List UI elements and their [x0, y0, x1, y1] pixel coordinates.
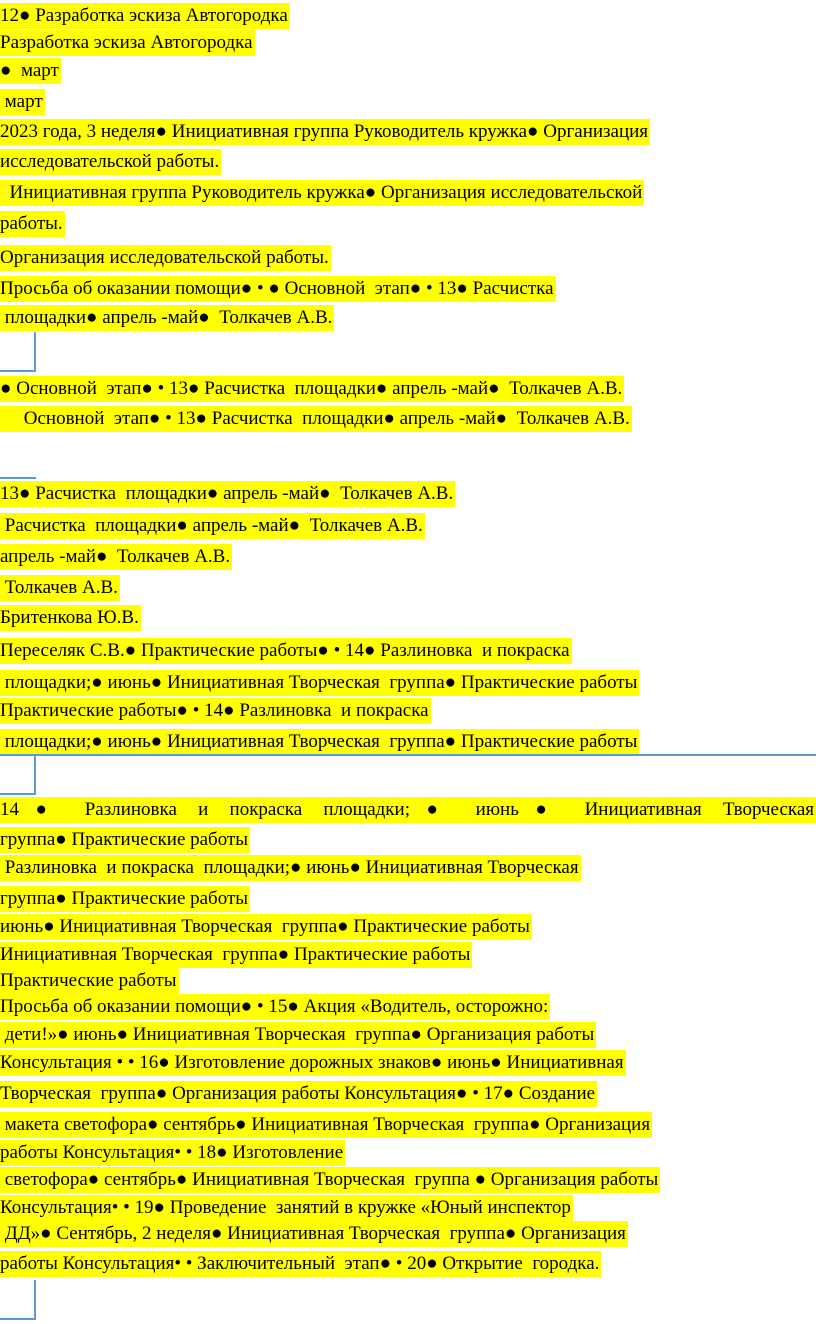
text-line: работы. [0, 211, 65, 237]
text-line: дети!»● июнь● Инициативная Творческая группа● Организация работы [0, 1022, 596, 1048]
text-line: Просьба об оказании помощи● • 15● Акция «Водитель, осторожно: [0, 994, 550, 1020]
text-line: Переселяк С.В.● Практические работы● • 14● Разлиновка и покраска [0, 638, 572, 664]
text-line: исследовательской работы. [0, 149, 221, 175]
text-line: Организация исследовательской работы. [0, 245, 331, 271]
table-border [34, 1280, 36, 1320]
text-line: Просьба об оказании помощи● • ● Основной этап● • 13● Расчистка [0, 276, 556, 302]
text-line: площадки;● июнь● Инициативная Творческая группа● Практические работы [0, 729, 639, 755]
table-border [34, 754, 36, 794]
table-border [34, 332, 36, 372]
text-line: Бритенкова Ю.В. [0, 605, 141, 631]
text-line: группа● Практические работы [0, 886, 250, 912]
text-line: 13● Расчистка площадки● апрель -май● Толкачев А.В. [0, 481, 455, 507]
text-line: светофора● сентябрь● Инициативная Творческая группа ● Организация работы [0, 1167, 660, 1193]
text-line: Консультация• • 19● Проведение занятий в кружке «Юный инспектор [0, 1195, 573, 1221]
text-line: март [0, 89, 45, 115]
table-border [0, 793, 36, 795]
text-line: Инициативная группа Руководитель кружка● Организация исследовательской [0, 180, 644, 206]
text-line: ● Основной этап● • 13● Расчистка площадки● апрель -май● Толкачев А.В. [0, 376, 624, 402]
text-line: июнь● Инициативная Творческая группа● Практические работы [0, 914, 532, 940]
text-line: 14● Разлиновка и покраска площадки;● июнь● Инициативная Творческая [0, 797, 816, 823]
text-line: 2023 года, 3 неделя● Инициативная группа Руководитель кружка● Организация [0, 119, 650, 145]
text-line: группа● Практические работы [0, 827, 250, 853]
text-line: Разработка эскиза Автогородка [0, 30, 255, 56]
text-line: апрель -май● Толкачев А.В. [0, 544, 232, 570]
table-border [0, 754, 816, 756]
text-line: Инициативная Творческая группа● Практические работы [0, 942, 472, 968]
text-line: макета светофора● сентябрь● Инициативная Творческая группа● Организация [0, 1112, 652, 1138]
text-line: Практические работы● • 14● Разлиновка и покраска [0, 698, 431, 724]
text-line: ДД»● Сентябрь, 2 неделя● Инициативная Творческая группа● Организация [0, 1221, 628, 1247]
text-line: площадки;● июнь● Инициативная Творческая группа● Практические работы [0, 670, 639, 696]
text-line: Разлиновка и покраска площадки;● июнь● Инициативная Творческая [0, 855, 581, 881]
text-line: ● март [0, 58, 61, 84]
text-line: Практические работы [0, 968, 179, 994]
text-line: Толкачев А.В. [0, 575, 120, 601]
text-line: работы Консультация• • Заключительный этап● • 20● Открытие городка. [0, 1251, 601, 1277]
text-line: Расчистка площадки● апрель -май● Толкачев А.В. [0, 513, 425, 539]
text-line: работы Консультация• • 18● Изготовление [0, 1140, 345, 1166]
text-line: площадки● апрель -май● Толкачев А.В. [0, 305, 334, 331]
text-line: 12● Разработка эскиза Автогородка [0, 3, 290, 29]
table-border [0, 1318, 36, 1320]
table-border [0, 477, 36, 479]
text-line: Творческая группа● Организация работы Консультация● • 17● Создание [0, 1081, 597, 1107]
table-border [0, 370, 36, 372]
text-line: Основной этап● • 13● Расчистка площадки● апрель -май● Толкачев А.В. [0, 406, 632, 432]
text-line: Консультация • • 16● Изготовление дорожных знаков● июнь● Инициативная [0, 1050, 626, 1076]
